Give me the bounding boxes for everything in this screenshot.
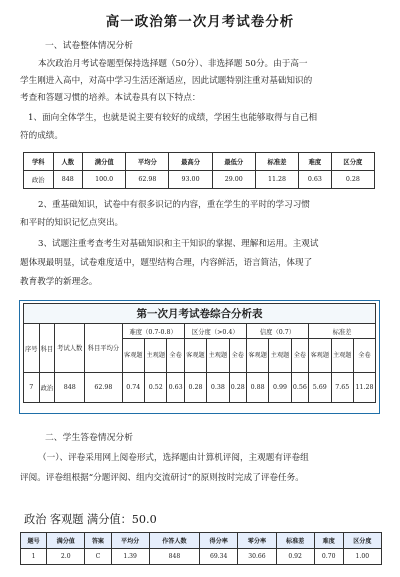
sub-subjective: 主观题: [269, 339, 291, 373]
table-cell: 0.74: [122, 373, 144, 403]
table-header-cell: 零分率: [238, 533, 276, 549]
table-cell: 0.52: [145, 373, 167, 403]
sub-whole: 全卷: [167, 339, 184, 373]
sub-objective: 客观题: [246, 339, 268, 373]
table-header-cell: 得分率: [200, 533, 238, 549]
table-row: [21, 549, 382, 565]
table-cell: 7: [24, 373, 40, 403]
point-1-line-1: 1、面向全体学生，也就是说主要有较好的成绩，学困生也能够取得与自己相: [28, 113, 318, 123]
sub-whole: 全卷: [229, 339, 246, 373]
table-cell: 29.00: [212, 171, 255, 189]
table-header-cell: 最低分: [212, 153, 255, 171]
table-cell: 848: [149, 549, 199, 565]
section-2-line-1: （一）、评卷采用网上阅卷形式，选择题由计算机评阅，主观题有评卷组: [38, 453, 309, 463]
point-1-line-2: 符的成绩。: [20, 131, 63, 141]
table-cell: 69.34: [200, 549, 238, 565]
point-3-line-2: 题体现最明显，试卷难度适中，题型结构合理，内容鲜活，语言简洁，体现了: [20, 258, 313, 268]
sub-subjective: 主观题: [207, 339, 229, 373]
paragraph-1-line-1: 本次政治月考试卷题型保持选择题（50分）、非选择题 50分。由于高一: [38, 59, 308, 69]
col-serial: 序号: [24, 324, 40, 373]
table-header-cell: 区分度: [331, 153, 374, 171]
summary-table: [23, 152, 375, 189]
table-cell: 93.00: [169, 171, 212, 189]
table-cell: 0.70: [314, 549, 343, 565]
section-2-heading: 二、学生答卷情况分析: [45, 433, 133, 443]
table-header-cell: 题号: [21, 533, 47, 549]
sub-objective: 客观题: [122, 339, 144, 373]
group-reliability: 信度（0.7）: [246, 324, 308, 339]
table-cell: 62.98: [126, 171, 169, 189]
point-3-line-3: 教育教学的新理念。: [20, 277, 98, 287]
table-cell: 0.28: [331, 171, 374, 189]
point-2-line-1: 2、重基础知识，试卷中有很多识记的内容，重在学生的平时的学习习惯: [38, 200, 310, 210]
sub-subjective: 主观题: [331, 339, 353, 373]
group-std: 标准差: [309, 324, 376, 339]
table-header-cell: 答案: [85, 533, 111, 549]
table-cell: 7.65: [331, 373, 353, 403]
table-cell: 0.56: [291, 373, 308, 403]
group-discrimination: 区分度（>0.4）: [184, 324, 246, 339]
table-cell: 政治: [24, 171, 54, 189]
section-2-line-2: 评阅。评卷组根据“分题评阅、组内交流研讨”的原则按时完成了评卷任务。: [20, 473, 304, 483]
table-cell: 11.28: [255, 171, 298, 189]
analysis-table-title: 第一次月考试卷综合分析表: [24, 304, 376, 324]
table-cell: 0.92: [276, 549, 314, 565]
table-cell: 1.00: [343, 549, 381, 565]
table-cell: 100.0: [83, 171, 126, 189]
table-cell: 62.98: [85, 373, 122, 403]
table-cell: 0.99: [269, 373, 291, 403]
table-cell: 0.88: [246, 373, 268, 403]
point-3-line-1: 3、试题注重考查考生对基础知识和主干知识的掌握、理解和运用。主观试: [38, 239, 319, 249]
table-header-cell: 区分度: [343, 533, 381, 549]
table-header-cell: 满分值: [47, 533, 85, 549]
table-cell: 848: [53, 171, 83, 189]
table-row: [24, 171, 375, 189]
paragraph-1-line-3: 考查和答题习惯的培养。本试卷具有以下特点：: [20, 93, 201, 103]
table-cell: 30.66: [238, 549, 276, 565]
table-header-cell: 平均分: [126, 153, 169, 171]
table-header-cell: 标准差: [276, 533, 314, 549]
sub-whole: 全卷: [353, 339, 375, 373]
analysis-table: [23, 303, 376, 403]
table-cell: C: [85, 549, 111, 565]
table-header-cell: 满分值: [83, 153, 126, 171]
table-cell: 1.39: [111, 549, 149, 565]
paragraph-1-line-2: 学生刚进入高中，对高中学习生活还渐适应，因此试题特别注重对基础知识的: [20, 76, 313, 86]
table-header-cell: 标准差: [255, 153, 298, 171]
group-difficulty: 难度（0.7-0.8）: [122, 324, 184, 339]
col-average: 科目平均分: [85, 324, 122, 373]
table-cell: 11.28: [353, 373, 375, 403]
table-cell: 0.63: [299, 171, 332, 189]
point-2-line-2: 和平时的知识记忆点突出。: [20, 218, 124, 228]
table-cell: 1: [21, 549, 47, 565]
page-title: 高一政治第一次月考试卷分析: [105, 14, 295, 30]
table-header-cell: 作答人数: [149, 533, 199, 549]
table-cell: 5.69: [309, 373, 331, 403]
table-cell: 0.28: [229, 373, 246, 403]
sub-whole: 全卷: [291, 339, 308, 373]
table-cell: 政治: [39, 373, 55, 403]
sub-objective: 客观题: [309, 339, 331, 373]
table-cell: 848: [55, 373, 85, 403]
table-header-cell: 平均分: [111, 533, 149, 549]
table-header-cell: 难度: [314, 533, 343, 549]
objective-table: [20, 532, 382, 565]
table-header-cell: 人数: [53, 153, 83, 171]
objective-subtitle: 政治 客观题 满分值：50.0: [24, 513, 157, 526]
table-row: [24, 373, 376, 403]
table-cell: 0.63: [167, 373, 184, 403]
table-cell: 0.28: [184, 373, 206, 403]
table-header-cell: 难度: [299, 153, 332, 171]
table-cell: 0.38: [207, 373, 229, 403]
table-header-cell: 学科: [24, 153, 54, 171]
col-subject: 科目: [39, 324, 55, 373]
section-1-heading: 一、试卷整体情况分析: [45, 41, 133, 51]
table-cell: 2.0: [47, 549, 85, 565]
col-exam-count: 考试人数: [55, 324, 85, 373]
sub-subjective: 主观题: [145, 339, 167, 373]
sub-objective: 客观题: [184, 339, 206, 373]
table-header-cell: 最高分: [169, 153, 212, 171]
